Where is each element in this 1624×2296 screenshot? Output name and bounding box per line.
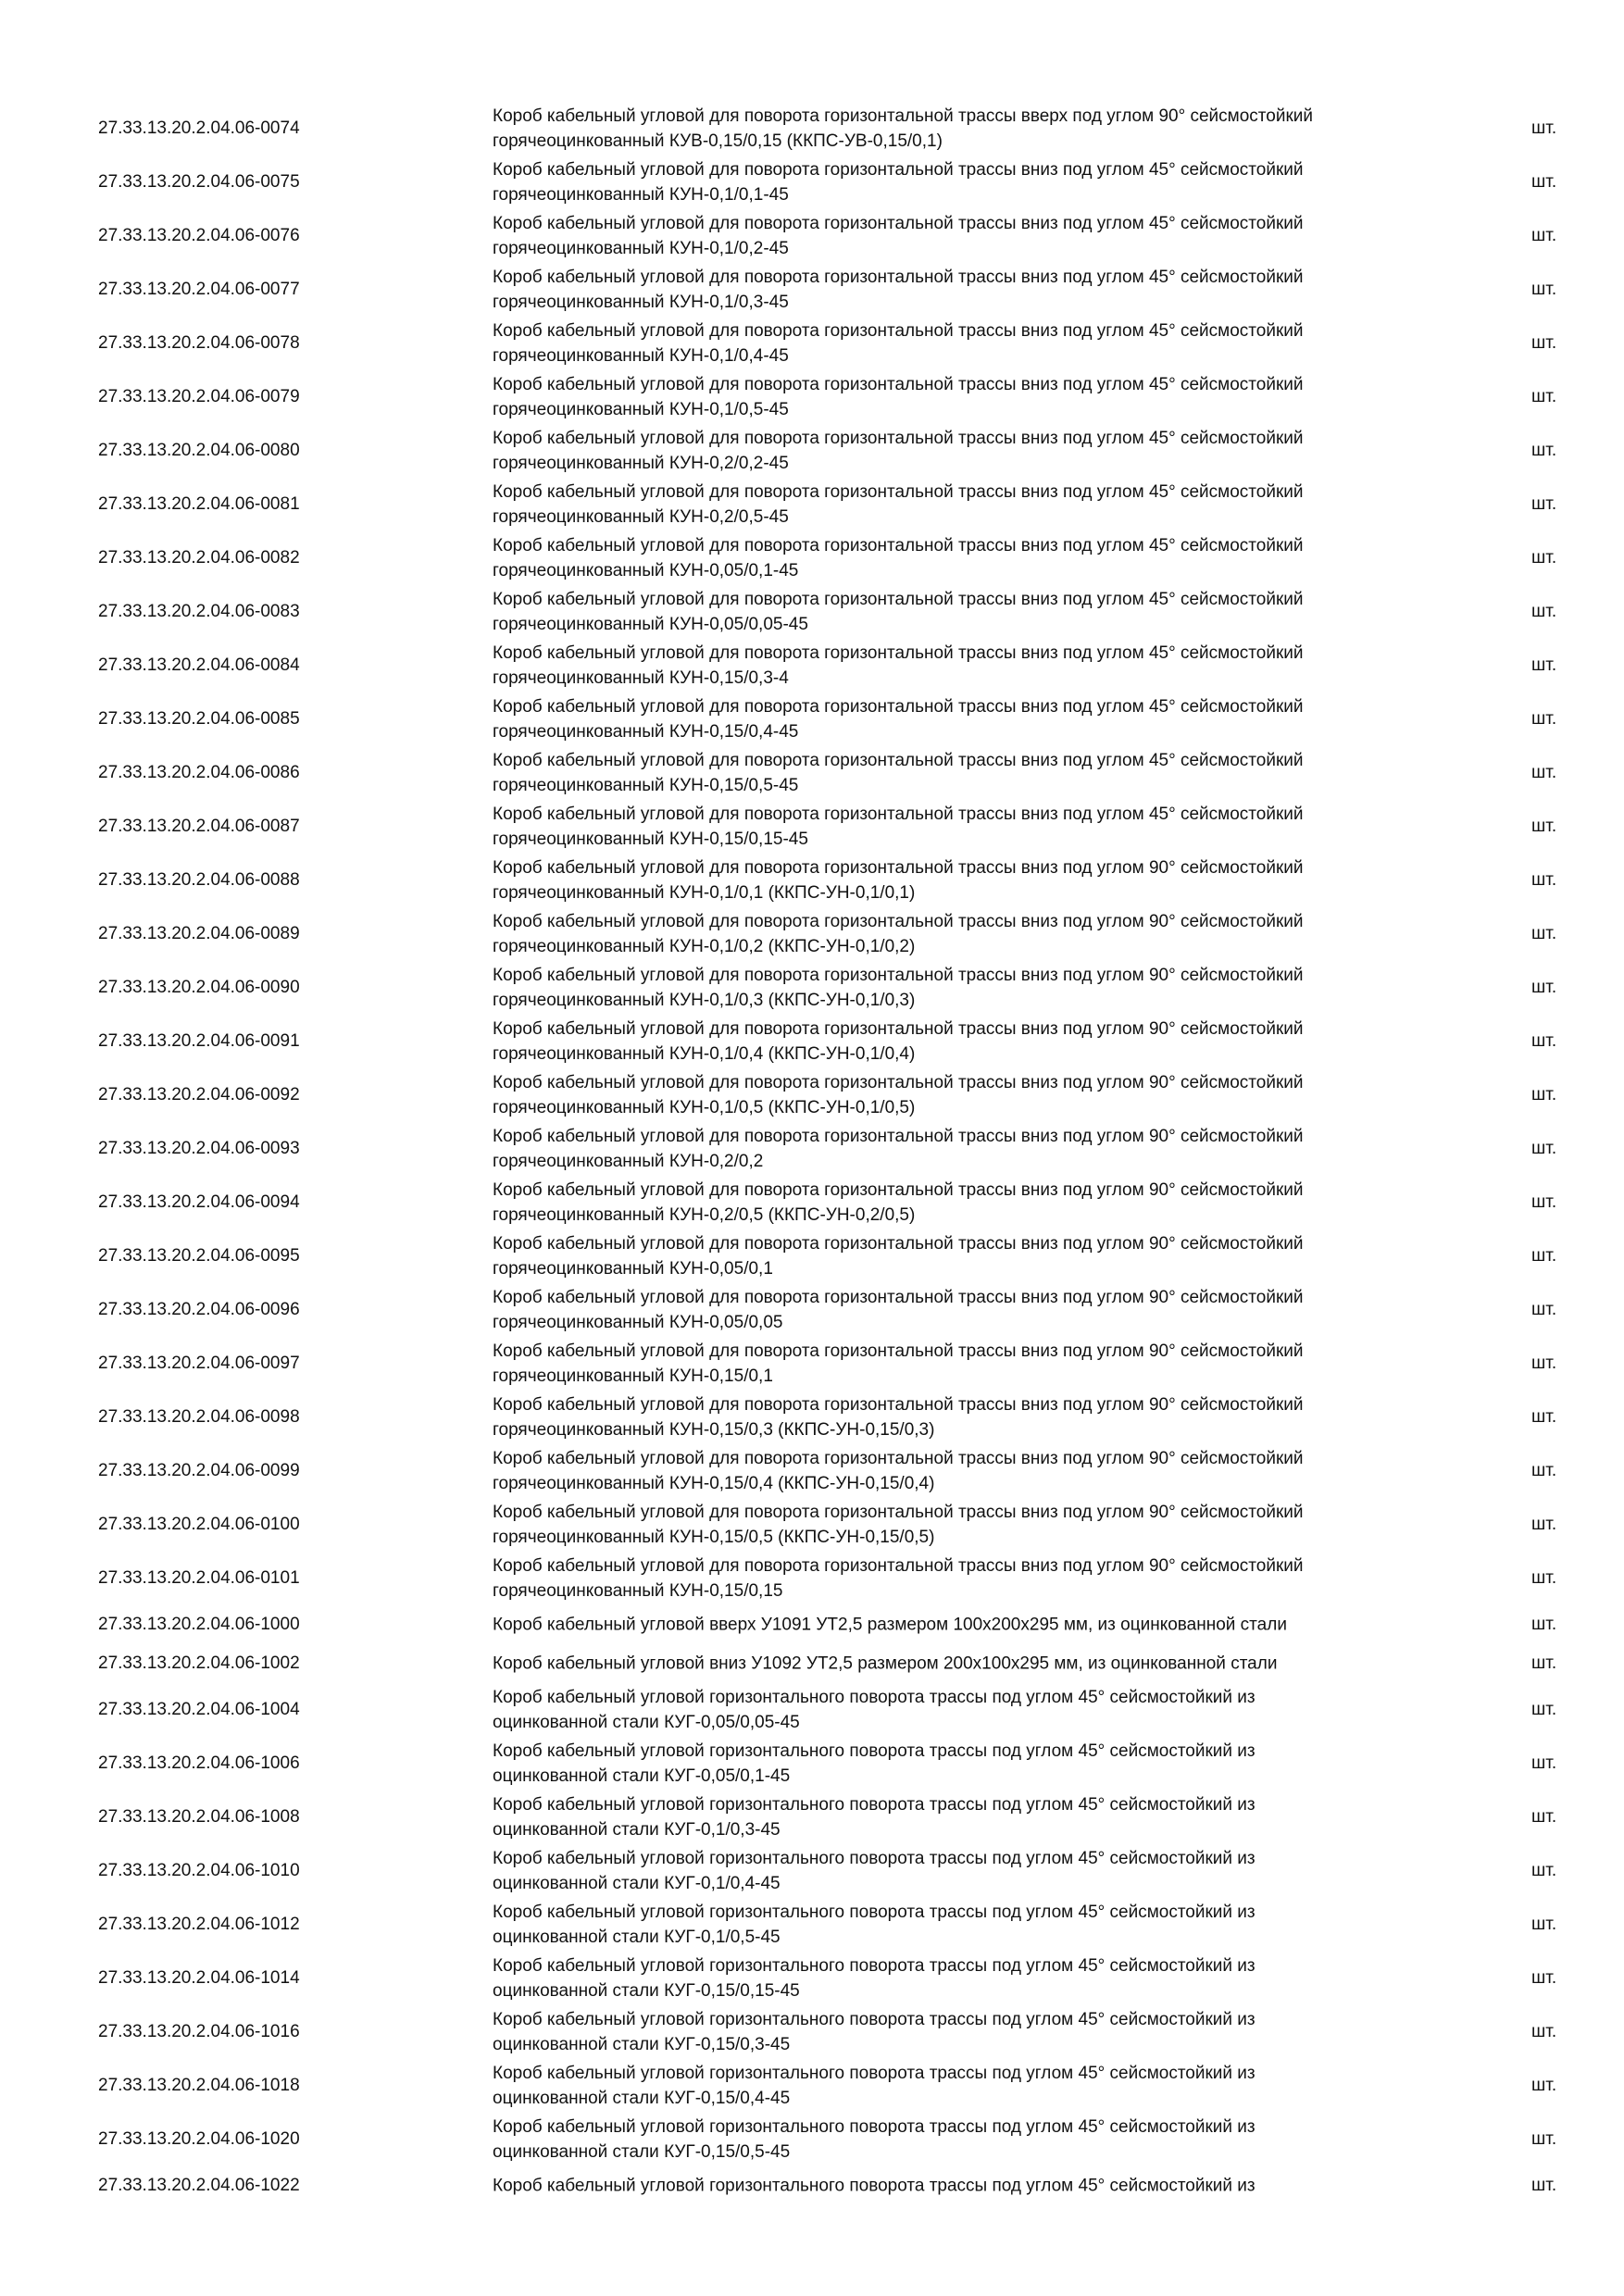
item-description-line-2: оцинкованной стали КУГ-0,05/0,1-45 [493, 1766, 791, 1786]
item-description [493, 639, 1455, 691]
item-code: 27.33.13.20.2.04.06-1018 [98, 2076, 300, 2095]
table-row [0, 1552, 1624, 1605]
item-unit: шт. [1531, 763, 1557, 782]
item-description [493, 1444, 1455, 1496]
table-row [0, 2166, 1624, 2205]
item-code: 27.33.13.20.2.04.06-0098 [98, 1407, 300, 1427]
item-unit: шт. [1531, 1461, 1557, 1480]
item-description-line-2: горячеоцинкованный КУН-0,1/0,5 (ККПС-УН-0,1/0,5) [493, 1098, 916, 1117]
item-unit: шт. [1531, 280, 1557, 299]
item-unit: шт. [1531, 709, 1557, 729]
item-description [493, 854, 1455, 905]
item-description [493, 907, 1455, 959]
item-description [493, 1122, 1455, 1174]
item-unit: шт. [1531, 119, 1557, 138]
item-code: 27.33.13.20.2.04.06-0081 [98, 494, 300, 514]
item-description-line-2: горячеоцинкованный КУН-0,15/0,4 (ККПС-УН-0,15/0,4) [493, 1474, 935, 1493]
item-code: 27.33.13.20.2.04.06-0078 [98, 333, 300, 353]
table-row [0, 478, 1624, 531]
item-description-line-1: Короб кабельный угловой для поворота горизонтальной трассы вниз под углом 45° сейсмостойкий [493, 805, 1304, 824]
item-code: 27.33.13.20.2.04.06-0083 [98, 602, 300, 621]
item-code: 27.33.13.20.2.04.06-1004 [98, 1700, 300, 1719]
table-row [0, 1844, 1624, 1898]
item-description-line-2: горячеоцинкованный КУН-0,2/0,5 (ККПС-УН-0,2/0,5) [493, 1205, 916, 1225]
item-description-line-2: горячеоцинкованный КУН-0,15/0,5-45 [493, 776, 799, 795]
table-row [0, 1898, 1624, 1952]
item-description [493, 531, 1455, 583]
item-description-line-1: Короб кабельный угловой для поворота горизонтальной трассы вниз под углом 90° сейсмостойкий [493, 1556, 1304, 1576]
table-row [0, 1498, 1624, 1552]
item-description-line-2: горячеоцинкованный КУН-0,1/0,1 (ККПС-УН-0,1/0,1) [493, 883, 916, 903]
item-unit: шт. [1531, 1861, 1557, 1880]
item-description-line-2: оцинкованной стали КУГ-0,1/0,4-45 [493, 1874, 781, 1893]
item-description-line-2: горячеоцинкованный КУН-0,15/0,15-45 [493, 830, 808, 849]
table-row [0, 1176, 1624, 1229]
item-unit: шт. [1531, 1300, 1557, 1319]
item-description-line-1: Короб кабельный угловой для поворота горизонтальной трассы вниз под углом 45° сейсмостойкий [493, 643, 1304, 663]
table-row [0, 263, 1624, 317]
item-unit: шт. [1531, 1653, 1557, 1673]
item-description-line-1: Короб кабельный угловой для поворота горизонтальной трассы вниз под углом 45° сейсмостойкий [493, 751, 1304, 770]
item-description [493, 156, 1455, 207]
item-unit: шт. [1531, 2022, 1557, 2041]
item-unit: шт. [1531, 1753, 1557, 1773]
item-description-line-1: Короб кабельный угловой для поворота горизонтальной трассы вниз под углом 45° сейсмостойкий [493, 214, 1304, 233]
item-description-line-2: горячеоцинкованный КУН-0,2/0,2-45 [493, 454, 789, 473]
item-code: 27.33.13.20.2.04.06-1022 [98, 2176, 300, 2195]
table-row [0, 1605, 1624, 1644]
item-unit: шт. [1531, 387, 1557, 406]
item-description-line-2: горячеоцинкованный КУН-0,05/0,05-45 [493, 615, 808, 634]
item-description [493, 1283, 1455, 1335]
item-description-line-2: горячеоцинкованный КУН-0,15/0,3-4 [493, 668, 789, 688]
table-row [0, 585, 1624, 639]
item-description-line-1: Короб кабельный угловой горизонтального поворота трассы под углом 45° сейсмостойкий из [493, 1795, 1255, 1815]
item-description-line-1: Короб кабельный угловой для поворота горизонтальной трассы вниз под углом 90° сейсмостойкий [493, 1288, 1304, 1307]
item-description-line-2: оцинкованной стали КУГ-0,15/0,3-45 [493, 2035, 791, 2054]
table-row [0, 209, 1624, 263]
item-unit: шт. [1531, 2129, 1557, 2149]
item-description-line-2: горячеоцинкованный КУН-0,1/0,5-45 [493, 400, 789, 419]
item-code: 27.33.13.20.2.04.06-0093 [98, 1139, 300, 1158]
item-unit: шт. [1531, 1139, 1557, 1158]
item-code: 27.33.13.20.2.04.06-1016 [98, 2022, 300, 2041]
item-description [493, 1229, 1455, 1281]
item-description-line-1: Короб кабельный угловой для поворота горизонтальной трассы вниз под углом 90° сейсмостойкий [493, 912, 1304, 931]
item-unit: шт. [1531, 1568, 1557, 1588]
table-row [0, 1283, 1624, 1337]
item-description [493, 1791, 1455, 1842]
item-description [493, 1498, 1455, 1550]
item-description-line-1: Короб кабельный угловой для поворота горизонтальной трассы вниз под углом 90° сейсмостойкий [493, 1341, 1304, 1361]
table-row [0, 1337, 1624, 1391]
item-description [493, 1015, 1455, 1067]
item-code: 27.33.13.20.2.04.06-1006 [98, 1753, 300, 1773]
item-description [493, 1176, 1455, 1228]
item-unit: шт. [1531, 1085, 1557, 1104]
item-unit: шт. [1531, 1031, 1557, 1051]
item-description-line-1: Короб кабельный угловой для поворота горизонтальной трассы вниз под углом 45° сейсмостойкий [493, 268, 1304, 287]
item-description-line-2: горячеоцинкованный КУН-0,05/0,1-45 [493, 561, 799, 580]
item-code: 27.33.13.20.2.04.06-0095 [98, 1246, 300, 1266]
item-description-line-1: Короб кабельный угловой для поворота горизонтальной трассы вниз под углом 45° сейсмостойкий [493, 536, 1304, 555]
item-code: 27.33.13.20.2.04.06-1012 [98, 1915, 300, 1934]
item-description-line-1: Короб кабельный угловой вниз У1092 УТ2,5 размером 200х100х295 мм, из оцинкованной стали [493, 1653, 1278, 1674]
item-unit: шт. [1531, 1807, 1557, 1827]
item-description-line-1: Короб кабельный угловой для поворота горизонтальной трассы вниз под углом 45° сейсмостойкий [493, 160, 1304, 180]
item-unit: шт. [1531, 1968, 1557, 1988]
table-row [0, 639, 1624, 693]
item-unit: шт. [1531, 1700, 1557, 1719]
item-unit: шт. [1531, 817, 1557, 836]
item-code: 27.33.13.20.2.04.06-1008 [98, 1807, 300, 1827]
item-unit: шт. [1531, 548, 1557, 568]
item-code: 27.33.13.20.2.04.06-0096 [98, 1300, 300, 1319]
item-code: 27.33.13.20.2.04.06-1010 [98, 1861, 300, 1880]
item-unit: шт. [1531, 2076, 1557, 2095]
item-unit: шт. [1531, 1615, 1557, 1634]
item-description [493, 2059, 1455, 2111]
item-description [493, 1337, 1455, 1389]
item-description [493, 1552, 1455, 1603]
item-description [493, 1737, 1455, 1789]
table-row [0, 424, 1624, 478]
table-row [0, 961, 1624, 1015]
item-description [493, 2005, 1455, 2057]
item-unit: шт. [1531, 494, 1557, 514]
item-description-line-1: Короб кабельный угловой для поворота горизонтальной трассы вниз под углом 90° сейсмостойкий [493, 1127, 1304, 1146]
item-description [493, 102, 1455, 154]
item-description-line-2: оцинкованной стали КУГ-0,1/0,3-45 [493, 1820, 781, 1840]
item-description [493, 1068, 1455, 1120]
table-row [0, 800, 1624, 854]
item-description-line-2: горячеоцинкованный КУН-0,1/0,4-45 [493, 346, 789, 366]
item-description-line-2: горячеоцинкованный КУН-0,15/0,1 [493, 1366, 773, 1386]
table-row [0, 1791, 1624, 1844]
item-description [493, 263, 1455, 315]
item-description-line-2: горячеоцинкованный КУН-0,1/0,2-45 [493, 239, 789, 258]
table-row [0, 317, 1624, 370]
item-description-line-2: горячеоцинкованный КУН-0,1/0,1-45 [493, 185, 789, 205]
item-code: 27.33.13.20.2.04.06-0101 [98, 1568, 300, 1588]
item-description-line-2: горячеоцинкованный КУН-0,1/0,3-45 [493, 293, 789, 312]
item-unit: шт. [1531, 1515, 1557, 1534]
item-description-line-1: Короб кабельный угловой горизонтального поворота трассы под углом 45° сейсмостойкий из [493, 1903, 1255, 1922]
item-description-line-1: Короб кабельный угловой горизонтального поворота трассы под углом 45° сейсмостойкий из [493, 2064, 1255, 2083]
item-code: 27.33.13.20.2.04.06-0079 [98, 387, 300, 406]
item-description [493, 1898, 1455, 1950]
item-description-line-2: горячеоцинкованный КУН-0,2/0,5-45 [493, 507, 789, 527]
table-row [0, 531, 1624, 585]
item-description-line-1: Короб кабельный угловой горизонтального поворота трассы под углом 45° сейсмостойкий из [493, 1741, 1255, 1761]
item-unit: шт. [1531, 2176, 1557, 2195]
item-description [493, 1652, 1455, 1677]
item-unit: шт. [1531, 172, 1557, 192]
table-row [0, 1644, 1624, 1683]
item-description-line-2: оцинкованной стали КУГ-0,05/0,05-45 [493, 1713, 800, 1732]
item-code: 27.33.13.20.2.04.06-0080 [98, 441, 300, 460]
item-description-line-1: Короб кабельный угловой для поворота горизонтальной трассы вниз под углом 90° сейсмостойкий [493, 1180, 1304, 1200]
item-code: 27.33.13.20.2.04.06-1014 [98, 1968, 300, 1988]
item-unit: шт. [1531, 1354, 1557, 1373]
item-code: 27.33.13.20.2.04.06-0085 [98, 709, 300, 729]
item-description-line-2: горячеоцинкованный КУН-0,2/0,2 [493, 1152, 764, 1171]
item-description-line-1: Короб кабельный угловой для поворота горизонтальной трассы вниз под углом 90° сейсмостойкий [493, 1234, 1304, 1254]
item-code: 27.33.13.20.2.04.06-0075 [98, 172, 300, 192]
item-description-line-1: Короб кабельный угловой для поворота горизонтальной трассы вниз под углом 90° сейсмостойкий [493, 1449, 1304, 1468]
item-unit: шт. [1531, 870, 1557, 890]
item-description-line-1: Короб кабельный угловой вверх У1091 УТ2,5 размером 100х200х295 мм, из оцинкованной стали [493, 1615, 1287, 1635]
table-row [0, 1122, 1624, 1176]
item-unit: шт. [1531, 1915, 1557, 1934]
item-description [493, 209, 1455, 261]
item-description-line-2: горячеоцинкованный КУН-0,15/0,4-45 [493, 722, 799, 742]
item-description-line-1: Короб кабельный угловой для поворота горизонтальной трассы вниз под углом 45° сейсмостойкий [493, 429, 1304, 448]
item-description [493, 746, 1455, 798]
item-description-line-2: горячеоцинкованный КУВ-0,15/0,15 (ККПС-УВ-0,15/0,1) [493, 131, 943, 151]
item-unit: шт. [1531, 1246, 1557, 1266]
item-description-line-1: Короб кабельный угловой горизонтального поворота трассы под углом 45° сейсмостойкий из [493, 2176, 1255, 2196]
item-description [493, 585, 1455, 637]
table-row [0, 370, 1624, 424]
item-description [493, 317, 1455, 368]
item-unit: шт. [1531, 441, 1557, 460]
item-description-line-2: горячеоцинкованный КУН-0,1/0,4 (ККПС-УН-0,1/0,4) [493, 1044, 916, 1064]
item-description-line-1: Короб кабельный угловой для поворота горизонтальной трассы вниз под углом 45° сейсмостойкий [493, 375, 1304, 394]
item-description-line-1: Короб кабельный угловой для поворота горизонтальной трассы вверх под углом 90° сейсмостойкий [493, 106, 1313, 126]
item-description-line-1: Короб кабельный угловой горизонтального поворота трассы под углом 45° сейсмостойкий из [493, 2117, 1255, 2137]
item-unit: шт. [1531, 602, 1557, 621]
item-description-line-2: горячеоцинкованный КУН-0,1/0,2 (ККПС-УН-0,1/0,2) [493, 937, 916, 956]
item-description-line-2: горячеоцинкованный КУН-0,05/0,05 [493, 1313, 783, 1332]
item-description-line-1: Короб кабельный угловой для поворота горизонтальной трассы вниз под углом 90° сейсмостойкий [493, 1395, 1304, 1415]
table-row [0, 102, 1624, 156]
table-row [0, 2113, 1624, 2166]
item-description-line-1: Короб кабельный угловой для поворота горизонтальной трассы вниз под углом 45° сейсмостойкий [493, 697, 1304, 717]
item-description-line-1: Короб кабельный угловой для поворота горизонтальной трассы вниз под углом 90° сейсмостойкий [493, 1503, 1304, 1522]
item-description-line-1: Короб кабельный угловой для поворота горизонтальной трассы вниз под углом 90° сейсмостойкий [493, 858, 1304, 878]
item-description-line-1: Короб кабельный угловой для поворота горизонтальной трассы вниз под углом 90° сейсмостойкий [493, 1073, 1304, 1092]
item-code: 27.33.13.20.2.04.06-0094 [98, 1192, 300, 1212]
item-code: 27.33.13.20.2.04.06-0084 [98, 655, 300, 675]
item-unit: шт. [1531, 1407, 1557, 1427]
table-row [0, 1391, 1624, 1444]
item-description-line-1: Короб кабельный угловой горизонтального поворота трассы под углом 45° сейсмостойкий из [493, 1849, 1255, 1868]
item-code: 27.33.13.20.2.04.06-0097 [98, 1354, 300, 1373]
item-description [493, 1952, 1455, 2003]
item-code: 27.33.13.20.2.04.06-0092 [98, 1085, 300, 1104]
item-code: 27.33.13.20.2.04.06-0077 [98, 280, 300, 299]
table-row [0, 2005, 1624, 2059]
item-description [493, 2174, 1455, 2199]
table-row [0, 1229, 1624, 1283]
item-description [493, 1391, 1455, 1442]
item-unit: шт. [1531, 655, 1557, 675]
table-row [0, 1952, 1624, 2005]
item-code: 27.33.13.20.2.04.06-1020 [98, 2129, 300, 2149]
item-description-line-2: оцинкованной стали КУГ-0,15/0,4-45 [493, 2089, 791, 2108]
item-code: 27.33.13.20.2.04.06-0090 [98, 978, 300, 997]
table-row [0, 693, 1624, 746]
item-description [493, 2113, 1455, 2165]
table-row [0, 1068, 1624, 1122]
item-description-line-1: Короб кабельный угловой горизонтального поворота трассы под углом 45° сейсмостойкий из [493, 1956, 1255, 1976]
item-unit: шт. [1531, 1192, 1557, 1212]
item-description [493, 1844, 1455, 1896]
table-row [0, 1683, 1624, 1737]
item-description [493, 1613, 1455, 1638]
item-description-line-2: оцинкованной стали КУГ-0,1/0,5-45 [493, 1928, 781, 1947]
item-description [493, 478, 1455, 530]
item-code: 27.33.13.20.2.04.06-0088 [98, 870, 300, 890]
item-code: 27.33.13.20.2.04.06-0082 [98, 548, 300, 568]
item-code: 27.33.13.20.2.04.06-0086 [98, 763, 300, 782]
item-description [493, 961, 1455, 1013]
item-unit: шт. [1531, 924, 1557, 943]
item-description-line-2: горячеоцинкованный КУН-0,15/0,3 (ККПС-УН-0,15/0,3) [493, 1420, 935, 1440]
item-unit: шт. [1531, 333, 1557, 353]
table-row [0, 1737, 1624, 1791]
item-description-line-2: горячеоцинкованный КУН-0,05/0,1 [493, 1259, 773, 1279]
item-description-line-2: оцинкованной стали КУГ-0,15/0,15-45 [493, 1981, 800, 2001]
item-description [493, 693, 1455, 744]
item-description-line-1: Короб кабельный угловой для поворота горизонтальной трассы вниз под углом 45° сейсмостойкий [493, 482, 1304, 502]
item-code: 27.33.13.20.2.04.06-0100 [98, 1515, 300, 1534]
item-unit: шт. [1531, 226, 1557, 245]
item-description-line-2: оцинкованной стали КУГ-0,15/0,5-45 [493, 2142, 791, 2162]
table-row [0, 907, 1624, 961]
table-row [0, 1444, 1624, 1498]
item-description-line-1: Короб кабельный угловой горизонтального поворота трассы под углом 45° сейсмостойкий из [493, 1688, 1255, 1707]
item-description [493, 424, 1455, 476]
table-row [0, 746, 1624, 800]
item-code: 27.33.13.20.2.04.06-0089 [98, 924, 300, 943]
item-description-line-1: Короб кабельный угловой для поворота горизонтальной трассы вниз под углом 45° сейсмостойкий [493, 321, 1304, 341]
item-code: 27.33.13.20.2.04.06-0091 [98, 1031, 300, 1051]
item-code: 27.33.13.20.2.04.06-0087 [98, 817, 300, 836]
item-unit: шт. [1531, 978, 1557, 997]
item-code: 27.33.13.20.2.04.06-0074 [98, 119, 300, 138]
item-description-line-1: Короб кабельный угловой горизонтального поворота трассы под углом 45° сейсмостойкий из [493, 2010, 1255, 2029]
item-description-line-2: горячеоцинкованный КУН-0,15/0,5 (ККПС-УН-0,15/0,5) [493, 1528, 935, 1547]
item-description-line-2: горячеоцинкованный КУН-0,15/0,15 [493, 1581, 783, 1601]
price-list-table [0, 102, 1624, 2205]
table-row [0, 2059, 1624, 2113]
item-code: 27.33.13.20.2.04.06-1002 [98, 1653, 300, 1673]
table-row [0, 854, 1624, 907]
item-code: 27.33.13.20.2.04.06-0076 [98, 226, 300, 245]
table-row [0, 1015, 1624, 1068]
item-description-line-1: Короб кабельный угловой для поворота горизонтальной трассы вниз под углом 90° сейсмостойкий [493, 1019, 1304, 1039]
item-description-line-1: Короб кабельный угловой для поворота горизонтальной трассы вниз под углом 90° сейсмостойкий [493, 966, 1304, 985]
item-description [493, 800, 1455, 852]
item-description [493, 1683, 1455, 1735]
item-description [493, 370, 1455, 422]
item-code: 27.33.13.20.2.04.06-1000 [98, 1615, 300, 1634]
table-row [0, 156, 1624, 209]
item-description-line-2: горячеоцинкованный КУН-0,1/0,3 (ККПС-УН-0,1/0,3) [493, 991, 916, 1010]
item-description-line-1: Короб кабельный угловой для поворота горизонтальной трассы вниз под углом 45° сейсмостойкий [493, 590, 1304, 609]
item-code: 27.33.13.20.2.04.06-0099 [98, 1461, 300, 1480]
